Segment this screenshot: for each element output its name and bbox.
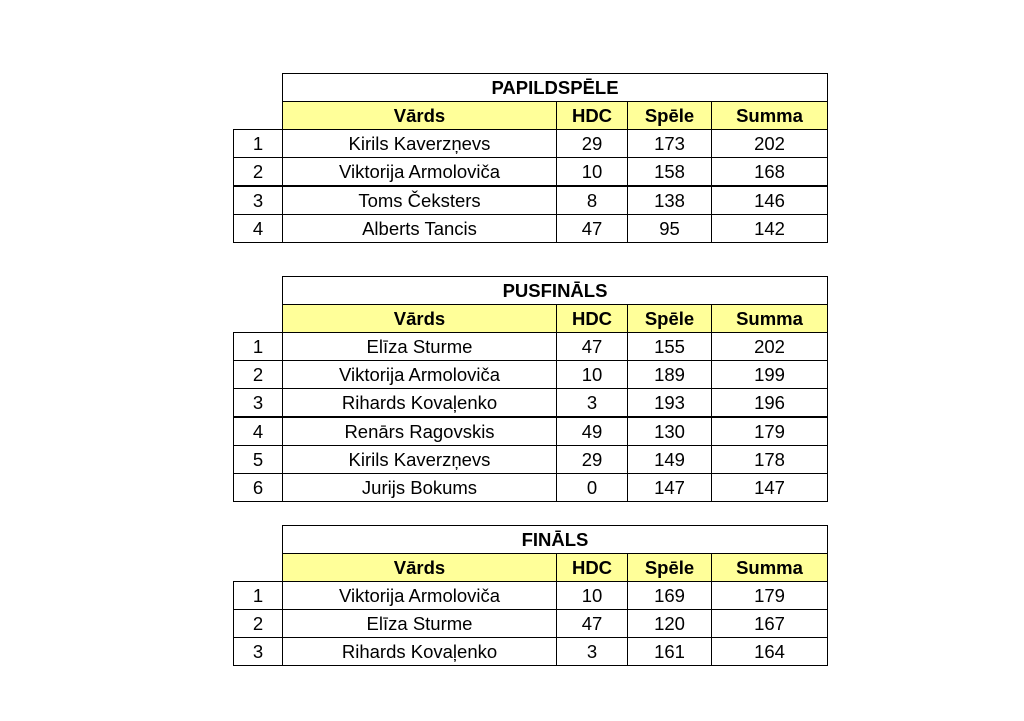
hdc-cell: 10 (557, 158, 628, 187)
player-name-cell: Viktorija Armoloviča (283, 158, 557, 187)
column-header-hdc: HDC (557, 554, 628, 582)
table-header-row (234, 554, 828, 582)
table-row (234, 158, 828, 187)
hdc-cell: 3 (557, 389, 628, 418)
sum-cell: 178 (712, 446, 828, 474)
sum-cell: 164 (712, 638, 828, 666)
empty-corner-cell (234, 554, 283, 582)
game-cell: 95 (628, 215, 712, 243)
hdc-cell: 29 (557, 130, 628, 158)
game-cell: 138 (628, 186, 712, 215)
hdc-cell: 29 (557, 446, 628, 474)
player-name-cell: Rihards Kovaļenko (283, 389, 557, 418)
table-row (234, 446, 828, 474)
sum-cell: 167 (712, 610, 828, 638)
hdc-cell: 3 (557, 638, 628, 666)
rank-cell: 4 (234, 417, 283, 446)
sum-cell: 147 (712, 474, 828, 502)
game-cell: 189 (628, 361, 712, 389)
game-cell: 158 (628, 158, 712, 187)
sum-cell: 179 (712, 582, 828, 610)
sum-cell: 168 (712, 158, 828, 187)
rank-cell: 6 (234, 474, 283, 502)
rank-cell: 3 (234, 638, 283, 666)
player-name-cell: Elīza Sturme (283, 333, 557, 361)
hdc-cell: 10 (557, 582, 628, 610)
sum-cell: 202 (712, 130, 828, 158)
sum-cell: 142 (712, 215, 828, 243)
player-name-cell: Toms Čeksters (283, 186, 557, 215)
column-header-hdc: HDC (557, 305, 628, 333)
papildspele-table (233, 73, 828, 243)
player-name-cell: Kirils Kaverzņevs (283, 130, 557, 158)
column-header-game: Spēle (628, 102, 712, 130)
table-header-row (234, 305, 828, 333)
game-cell: 120 (628, 610, 712, 638)
hdc-cell: 47 (557, 610, 628, 638)
column-header-name: Vārds (283, 554, 557, 582)
rank-cell: 3 (234, 186, 283, 215)
rank-cell: 4 (234, 215, 283, 243)
column-header-game: Spēle (628, 554, 712, 582)
table-row (234, 389, 828, 418)
hdc-cell: 8 (557, 186, 628, 215)
table-row (234, 582, 828, 610)
game-cell: 130 (628, 417, 712, 446)
hdc-cell: 49 (557, 417, 628, 446)
table-row (234, 417, 828, 446)
table-row (234, 638, 828, 666)
table-title-row (234, 526, 828, 554)
table-title-row (234, 277, 828, 305)
player-name-cell: Viktorija Armoloviča (283, 361, 557, 389)
column-header-sum: Summa (712, 305, 828, 333)
hdc-cell: 47 (557, 215, 628, 243)
sum-cell: 202 (712, 333, 828, 361)
empty-corner-cell (234, 526, 283, 554)
hdc-cell: 47 (557, 333, 628, 361)
table-title: PAPILDSPĒLE (283, 74, 828, 102)
rank-cell: 1 (234, 130, 283, 158)
player-name-cell: Viktorija Armoloviča (283, 582, 557, 610)
table-row (234, 186, 828, 215)
player-name-cell: Elīza Sturme (283, 610, 557, 638)
rank-cell: 2 (234, 610, 283, 638)
table-row (234, 215, 828, 243)
empty-corner-cell (234, 277, 283, 305)
player-name-cell: Alberts Tancis (283, 215, 557, 243)
rank-cell: 1 (234, 333, 283, 361)
column-header-sum: Summa (712, 554, 828, 582)
empty-corner-cell (234, 102, 283, 130)
column-header-hdc: HDC (557, 102, 628, 130)
pusfinals-table (233, 276, 828, 502)
game-cell: 155 (628, 333, 712, 361)
table-row (234, 610, 828, 638)
hdc-cell: 0 (557, 474, 628, 502)
game-cell: 161 (628, 638, 712, 666)
table-title: FINĀLS (283, 526, 828, 554)
hdc-cell: 10 (557, 361, 628, 389)
empty-corner-cell (234, 74, 283, 102)
sum-cell: 146 (712, 186, 828, 215)
column-header-game: Spēle (628, 305, 712, 333)
game-cell: 147 (628, 474, 712, 502)
game-cell: 193 (628, 389, 712, 418)
table-row (234, 474, 828, 502)
table-row (234, 333, 828, 361)
rank-cell: 2 (234, 361, 283, 389)
game-cell: 149 (628, 446, 712, 474)
rank-cell: 5 (234, 446, 283, 474)
column-header-name: Vārds (283, 305, 557, 333)
rank-cell: 2 (234, 158, 283, 187)
table-title: PUSFINĀLS (283, 277, 828, 305)
sum-cell: 196 (712, 389, 828, 418)
column-header-name: Vārds (283, 102, 557, 130)
sum-cell: 179 (712, 417, 828, 446)
game-cell: 173 (628, 130, 712, 158)
player-name-cell: Kirils Kaverzņevs (283, 446, 557, 474)
finals-table (233, 525, 828, 666)
sum-cell: 199 (712, 361, 828, 389)
table-header-row (234, 102, 828, 130)
player-name-cell: Jurijs Bokums (283, 474, 557, 502)
empty-corner-cell (234, 305, 283, 333)
column-header-sum: Summa (712, 102, 828, 130)
rank-cell: 3 (234, 389, 283, 418)
rank-cell: 1 (234, 582, 283, 610)
player-name-cell: Renārs Ragovskis (283, 417, 557, 446)
player-name-cell: Rihards Kovaļenko (283, 638, 557, 666)
table-row (234, 361, 828, 389)
table-row (234, 130, 828, 158)
table-title-row (234, 74, 828, 102)
game-cell: 169 (628, 582, 712, 610)
